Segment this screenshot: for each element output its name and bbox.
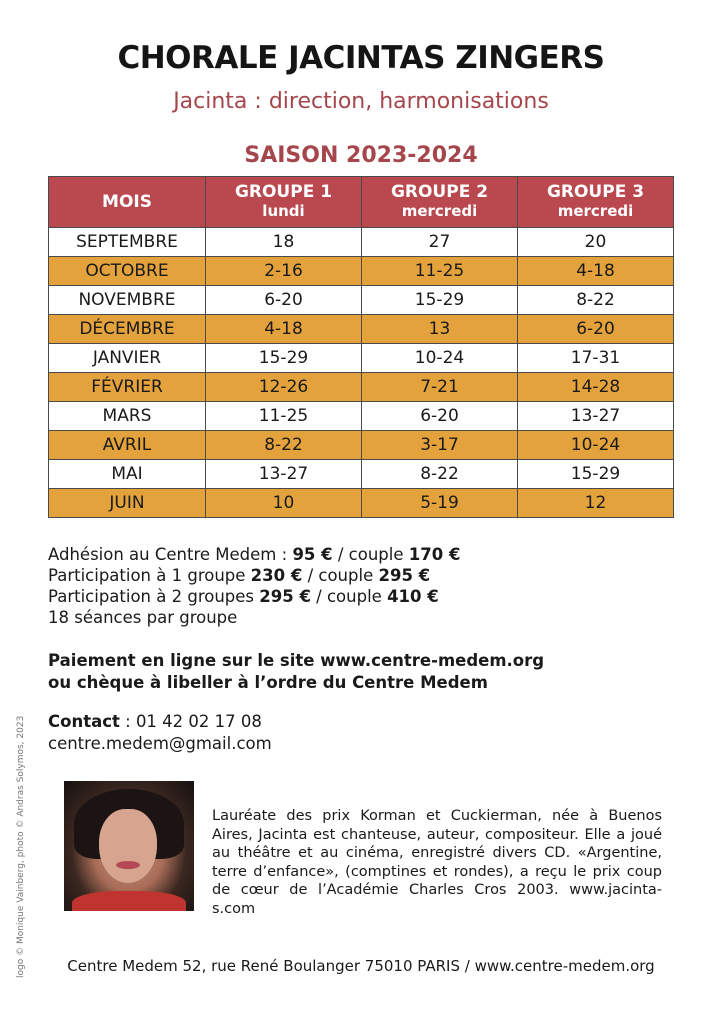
month-cell: FÉVRIER bbox=[49, 373, 206, 402]
biography-text: Lauréate des prix Korman et Cuckierman, née à Buenos Aires, Jacinta est chanteuse, auteur, compositeur. Elle a joué au théâtre et au cinéma, enregistré divers CD. «Argentine, terre d’enfance», (comptines et rondes), a reçu le prix coup de cœur de l’Académie Charles Cros 2003. www.jacinta-s.com bbox=[212, 808, 662, 917]
month-cell: AVRIL bbox=[49, 431, 206, 460]
group-2-dates: 3-17 bbox=[362, 431, 518, 460]
month-cell: JUIN bbox=[49, 489, 206, 518]
table-row bbox=[49, 489, 674, 518]
payment-online-line: Paiement en ligne sur le site www.centre-medem.org bbox=[48, 651, 545, 670]
group-2-dates: 15-29 bbox=[362, 286, 518, 315]
contact-info bbox=[48, 711, 648, 755]
table-row bbox=[49, 315, 674, 344]
table-row bbox=[49, 344, 674, 373]
group-1-day: lundi bbox=[262, 202, 305, 220]
contact-phone: : 01 42 02 17 08 bbox=[119, 712, 262, 731]
page-subtitle: Jacinta : direction, harmonisations bbox=[173, 89, 549, 114]
month-cell: MARS bbox=[49, 402, 206, 431]
group-2-dates: 13 bbox=[362, 315, 518, 344]
group-2-dates: 6-20 bbox=[362, 402, 518, 431]
footer-address: Centre Medem 52, rue René Boulanger 75010 PARIS / www.centre-medem.org bbox=[67, 957, 655, 975]
table-row bbox=[49, 431, 674, 460]
table-row bbox=[49, 402, 674, 431]
photo-credit: logo © Monique Vainberg, photo © Andras Solymos, 2023 bbox=[16, 715, 26, 978]
group-1-dates: 8-22 bbox=[206, 431, 362, 460]
sessions-count: 18 séances par groupe bbox=[48, 608, 238, 627]
group-2-dates: 10-24 bbox=[362, 344, 518, 373]
group-3-dates: 14-28 bbox=[518, 373, 674, 402]
group-2-dates: 27 bbox=[362, 228, 518, 257]
group-2-dates: 8-22 bbox=[362, 460, 518, 489]
table-row bbox=[49, 228, 674, 257]
table-row bbox=[49, 460, 674, 489]
season-heading: SAISON 2023-2024 bbox=[244, 143, 478, 168]
column-header-month: MOIS bbox=[49, 177, 206, 228]
group-3-dates: 6-20 bbox=[518, 315, 674, 344]
group-3-dates: 10-24 bbox=[518, 431, 674, 460]
schedule-table bbox=[48, 176, 674, 518]
group-2-dates: 5-19 bbox=[362, 489, 518, 518]
group-1-dates: 13-27 bbox=[206, 460, 362, 489]
contact-email: centre.medem@gmail.com bbox=[48, 734, 272, 753]
month-cell: OCTOBRE bbox=[49, 257, 206, 286]
contact-phone-line bbox=[48, 711, 648, 733]
group-3-dates: 8-22 bbox=[518, 286, 674, 315]
month-cell: MAI bbox=[49, 460, 206, 489]
group-1-dates: 10 bbox=[206, 489, 362, 518]
group-1-dates: 12-26 bbox=[206, 373, 362, 402]
month-cell: DÉCEMBRE bbox=[49, 315, 206, 344]
payment-cheque-line: ou chèque à libeller à l’ordre du Centre Medem bbox=[48, 673, 488, 692]
group-1-dates: 11-25 bbox=[206, 402, 362, 431]
membership-fee-line: Adhésion au Centre Medem : 95 € / couple 170 € bbox=[48, 545, 461, 564]
pricing-info bbox=[48, 544, 608, 628]
portrait-photo bbox=[64, 781, 194, 911]
group-3-dates: 15-29 bbox=[518, 460, 674, 489]
month-cell: SEPTEMBRE bbox=[49, 228, 206, 257]
contact-label: Contact bbox=[48, 712, 120, 731]
group-2-day: mercredi bbox=[401, 202, 478, 220]
column-header-group-1: GROUPE 1 lundi bbox=[206, 177, 362, 228]
table-row bbox=[49, 286, 674, 315]
payment-info bbox=[48, 650, 648, 694]
group-3-dates: 17-31 bbox=[518, 344, 674, 373]
group-3-day: mercredi bbox=[557, 202, 634, 220]
group-2-dates: 11-25 bbox=[362, 257, 518, 286]
column-header-group-3: GROUPE 3 mercredi bbox=[518, 177, 674, 228]
group-3-dates: 4-18 bbox=[518, 257, 674, 286]
group-1-dates: 15-29 bbox=[206, 344, 362, 373]
group-3-dates: 12 bbox=[518, 489, 674, 518]
group-1-dates: 6-20 bbox=[206, 286, 362, 315]
group-1-dates: 2-16 bbox=[206, 257, 362, 286]
column-header-group-2: GROUPE 2 mercredi bbox=[362, 177, 518, 228]
group-2-dates: 7-21 bbox=[362, 373, 518, 402]
group-1-dates: 18 bbox=[206, 228, 362, 257]
table-row bbox=[49, 257, 674, 286]
table-row bbox=[49, 373, 674, 402]
page-title: CHORALE JACINTAS ZINGERS bbox=[117, 40, 605, 76]
one-group-fee-line: Participation à 1 groupe 230 € / couple 295 € bbox=[48, 566, 431, 585]
group-3-dates: 20 bbox=[518, 228, 674, 257]
group-1-dates: 4-18 bbox=[206, 315, 362, 344]
month-cell: JANVIER bbox=[49, 344, 206, 373]
group-3-dates: 13-27 bbox=[518, 402, 674, 431]
month-cell: NOVEMBRE bbox=[49, 286, 206, 315]
two-groups-fee-line: Participation à 2 groupes 295 € / couple 410 € bbox=[48, 587, 439, 606]
table-header-row bbox=[49, 177, 674, 228]
